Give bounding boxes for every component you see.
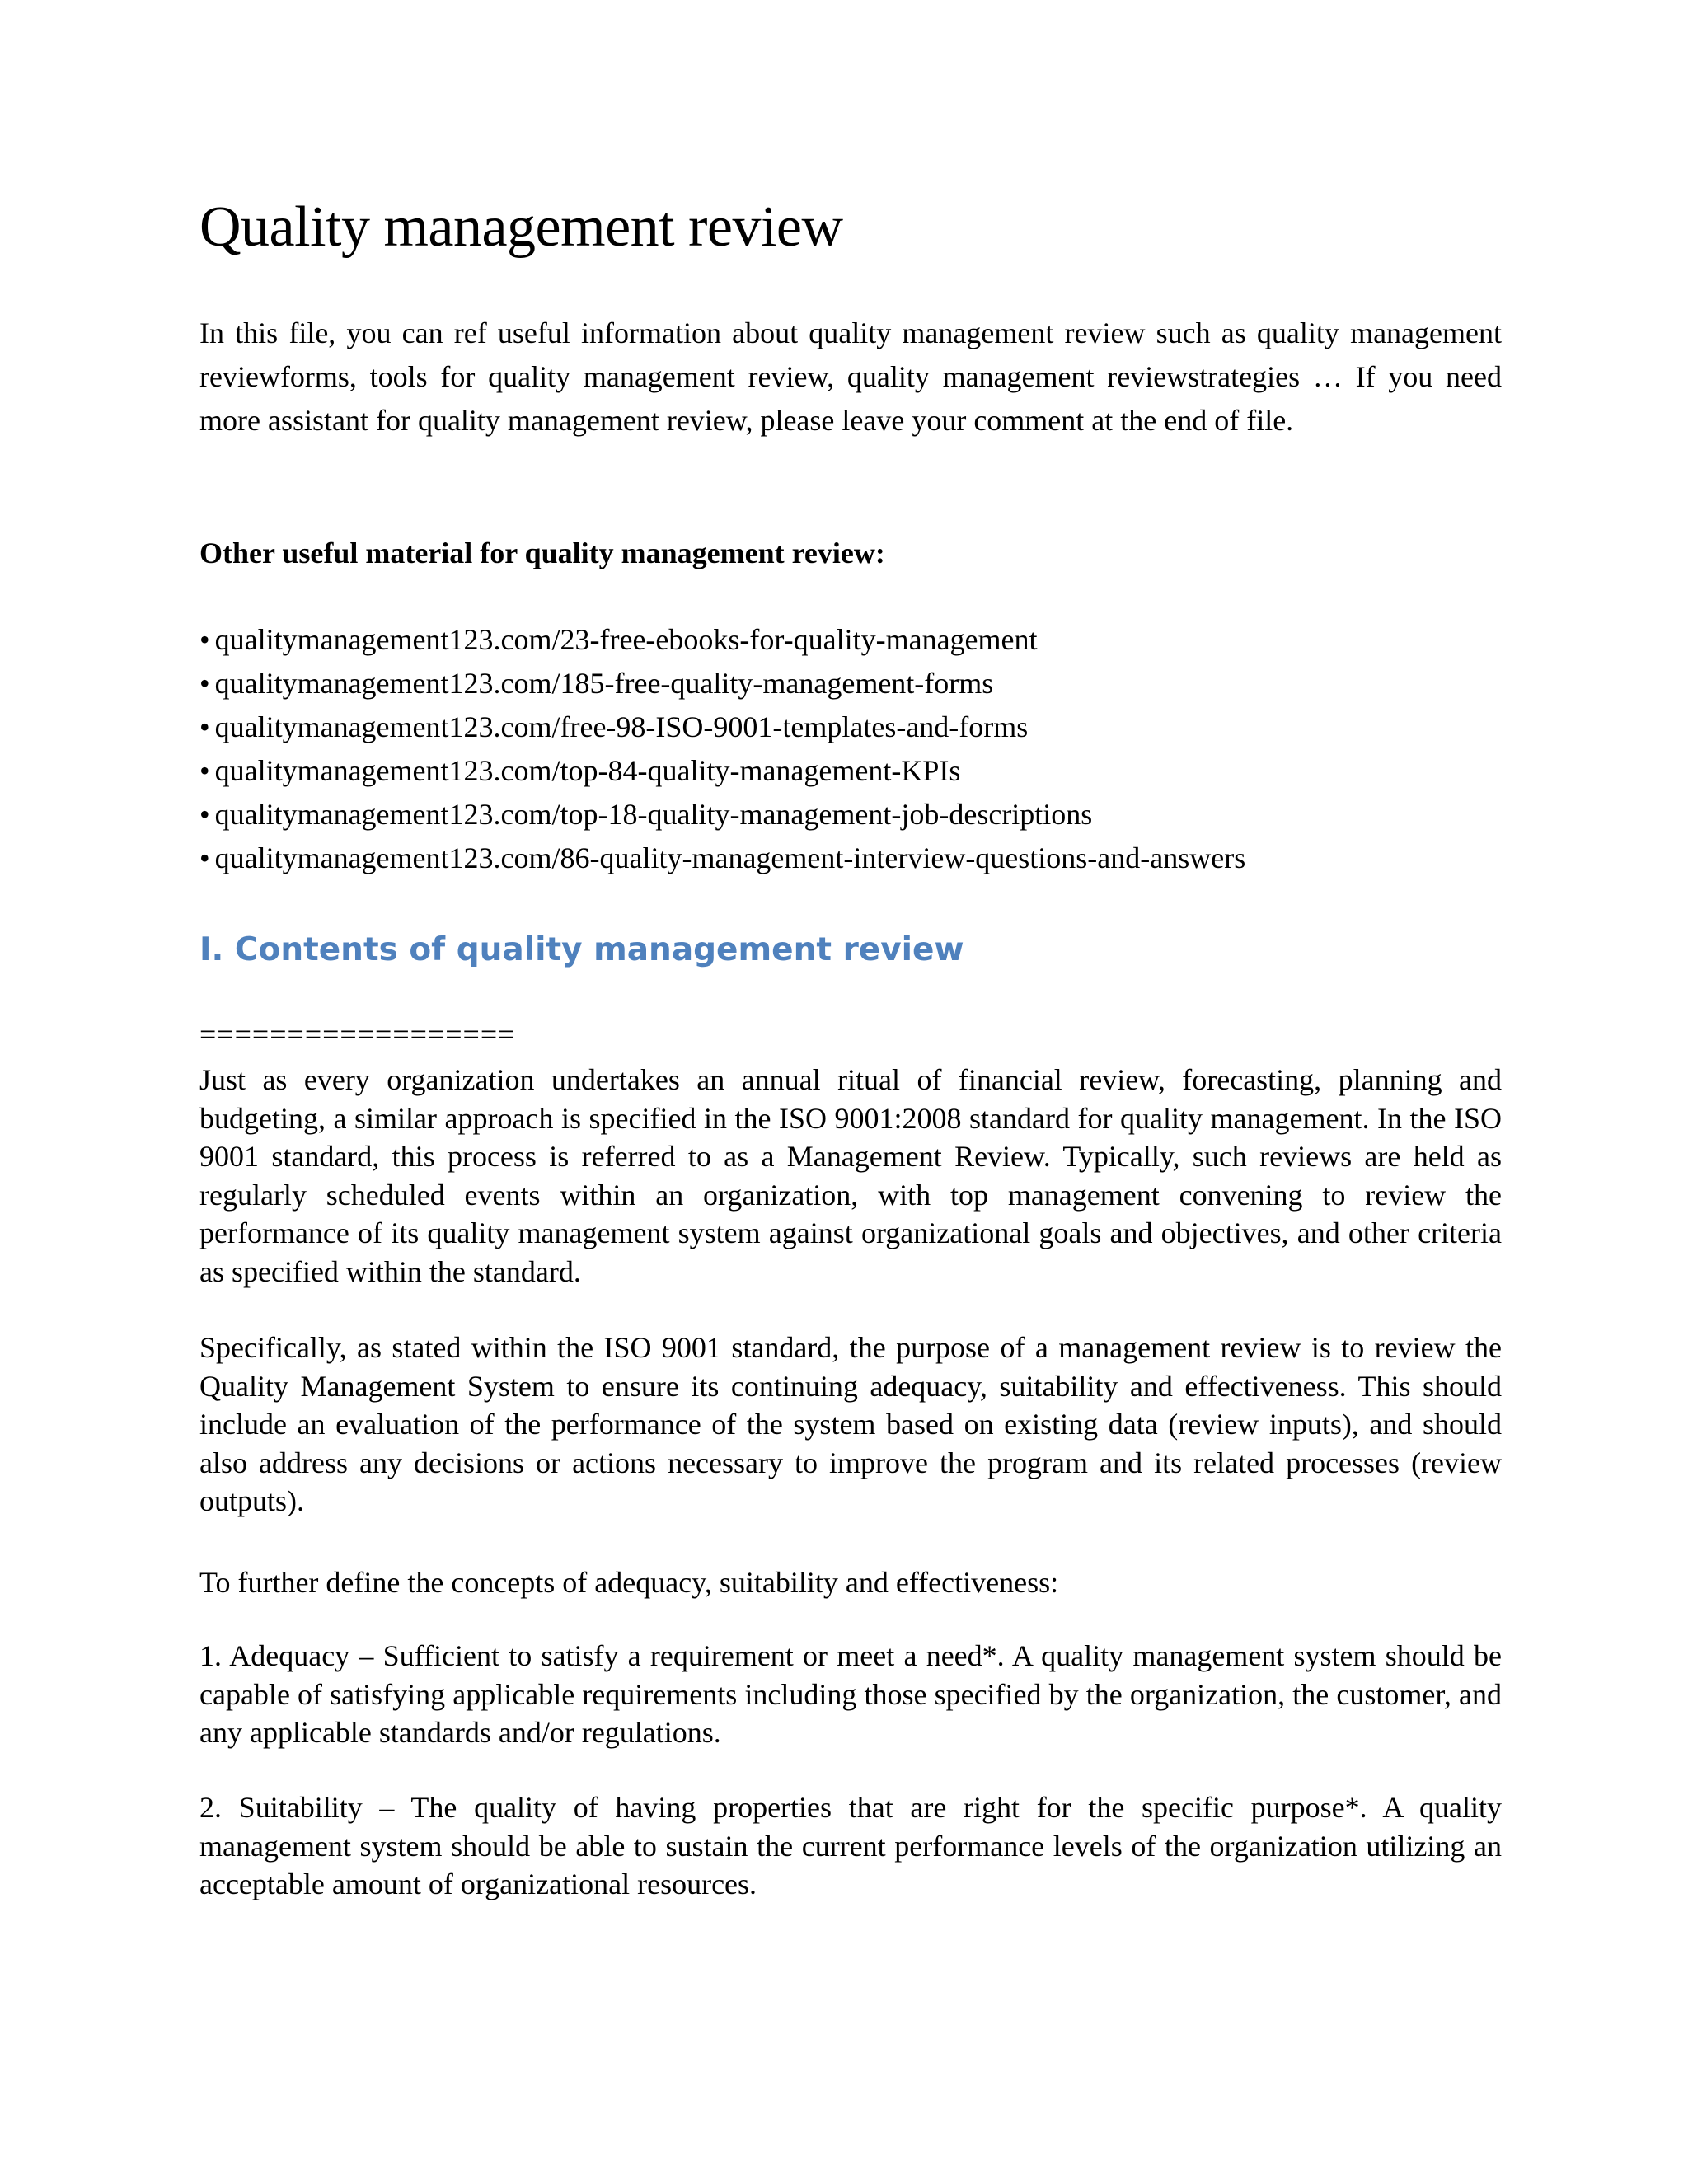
bullet-icon: •	[199, 798, 210, 831]
divider-line: ==================	[199, 1018, 516, 1051]
page-title: Quality management review	[199, 195, 843, 259]
bullet-icon: •	[199, 841, 210, 874]
bullet-icon: •	[199, 754, 210, 787]
intro-paragraph: In this file, you can ref useful information about quality management review such as quality management reviewforms, tools for quality management review, quality management reviewstrategies … If you need more assistant for quality management review, please leave your comment at the end of file.	[199, 316, 1502, 437]
resource-link-list	[199, 618, 1502, 880]
bullet-icon: •	[199, 710, 210, 743]
body-paragraph-adequacy: 1. Adequacy – Sufficient to satisfy a requirement or meet a need*. A quality management system should be capable of satisfying applicable requirements including those specified by the organization, the customer, and any applicable standards and/or regulations.	[199, 1639, 1502, 1749]
body-paragraph-purpose: Specifically, as stated within the ISO 9001 standard, the purpose of a management review is to review the Quality Management System to ensure its continuing adequacy, suitability and effectiveness. This should include an evaluation of the performance of the system based on existing data (review inputs), and should also address any decisions or actions necessary to improve the program and its related processes (review outputs).	[199, 1331, 1502, 1517]
resource-link[interactable]: qualitymanagement123.com/23-free-ebooks-for-quality-management	[214, 623, 1038, 656]
body-paragraph-management-review: Just as every organization undertakes an annual ritual of financial review, forecasting, planning and budgeting, a similar approach is specified in the ISO 9001:2008 standard for quality management. In the ISO 9001 standard, this process is referred to as a Management Review. Typically, such reviews are held as regularly scheduled events within an organization, with top management convening to review the performance of its quality management system against organizational goals and objectives, and other criteria as specified within the standard.	[199, 1063, 1502, 1288]
section-heading: I. Contents of quality management review	[199, 931, 964, 968]
other-material-heading: Other useful material for quality management review:	[199, 537, 885, 569]
list-item[interactable]	[199, 749, 1502, 793]
resource-link[interactable]: qualitymanagement123.com/top-18-quality-management-job-descriptions	[214, 798, 1093, 831]
list-item[interactable]	[199, 662, 1502, 705]
resource-link[interactable]: qualitymanagement123.com/free-98-ISO-9001-templates-and-forms	[214, 710, 1029, 743]
body-paragraph-concepts-intro: To further define the concepts of adequacy, suitability and effectiveness:	[199, 1566, 1059, 1599]
resource-link[interactable]: qualitymanagement123.com/top-84-quality-management-KPIs	[214, 754, 961, 787]
resource-link[interactable]: qualitymanagement123.com/86-quality-management-interview-questions-and-answers	[214, 841, 1246, 874]
list-item[interactable]	[199, 837, 1502, 880]
list-item[interactable]	[199, 618, 1502, 662]
list-item[interactable]	[199, 793, 1502, 837]
bullet-icon: •	[199, 667, 210, 700]
body-paragraph-suitability: 2. Suitability – The quality of having properties that are right for the specific purpose*. A quality management system should be able to sustain the current performance levels of the organization utilizing an acceptable amount of organizational resources.	[199, 1791, 1502, 1900]
bullet-icon: •	[199, 623, 210, 656]
list-item[interactable]	[199, 705, 1502, 749]
resource-link[interactable]: qualitymanagement123.com/185-free-quality-management-forms	[214, 667, 994, 700]
